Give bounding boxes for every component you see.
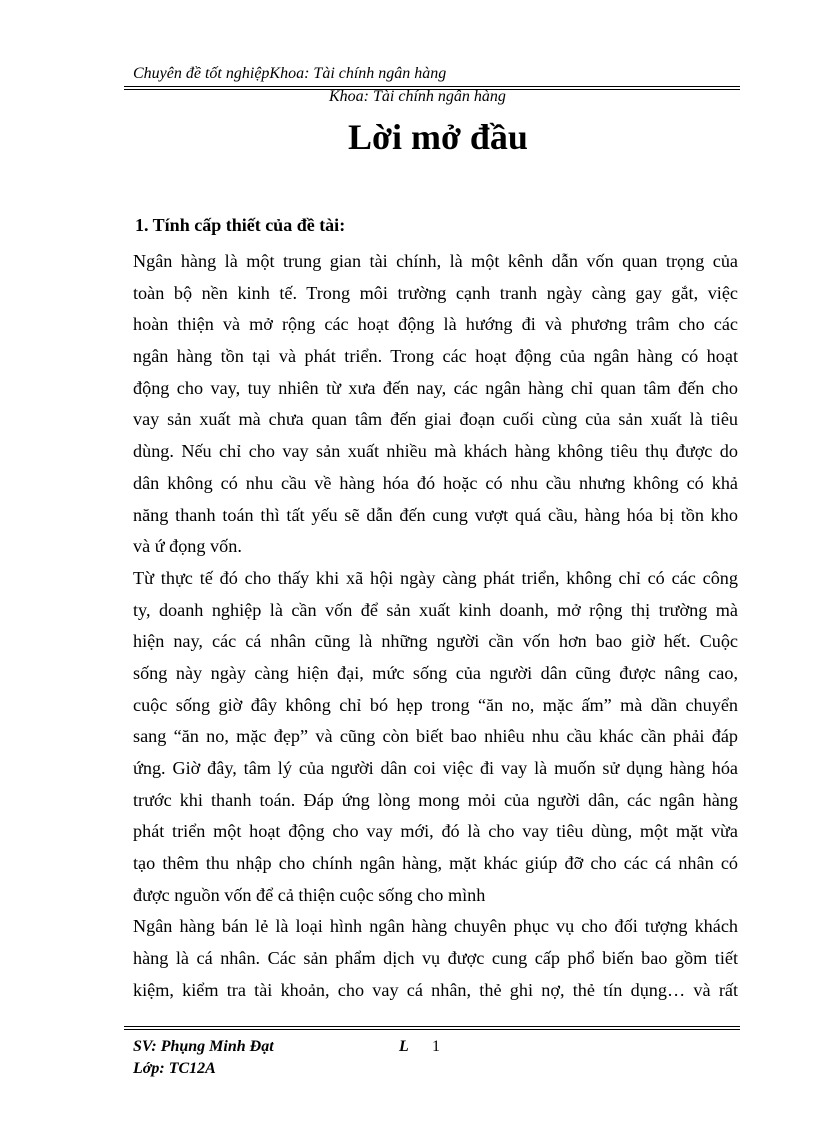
text-line: toàn bộ nền kinh tế. Trong môi trường cạnh tranh ngày càng gay gắt, việc [133,282,738,303]
footer-letter: L [399,1038,409,1055]
text-line: trước khi thanh toán. Đáp ứng lòng mong mỏi của người dân, các ngân hàng [133,789,738,810]
text-line: Từ thực tế đó cho thấy khi xã hội ngày càng phát triển, không chỉ có các công [133,567,738,588]
text-line: sang “ăn no, mặc đẹp” và cũng còn biết bao nhiêu nhu cầu khác cần phải đáp [133,726,738,747]
footer-divider [124,1026,740,1030]
text-line: ty, doanh nghiệp là cần vốn để sản xuất kinh doanh, mở rộng thị trường mà [133,599,738,620]
text-line: hoàn thiện và mở rộng các hoạt động là hướng đi và phương trâm cho các [133,314,738,335]
footer-student-info [133,1036,274,1080]
footer-student-name: SV: Phụng Minh Đạt [133,1038,274,1055]
header-department: Khoa: Tài chính ngân hàng [329,88,506,105]
text-line: kiệm, kiểm tra tài khoản, cho vay cá nhân, thẻ ghi nợ, thẻ tín dụng… và rất [133,979,738,1000]
text-line: Ngân hàng bán lẻ là loại hình ngân hàng chuyên phục vụ cho đối tượng khách [133,916,738,937]
text-line: và ứ đọng vốn. [133,536,242,557]
text-line: ứng. Giờ đây, tâm lý của người dân coi việc đi vay là muốn sử dụng hàng hóa [133,758,738,778]
text-line: tạo thêm thu nhập cho chính ngân hàng, mặt khác giúp đỡ cho các cá nhân có [133,853,738,874]
page-title: Lời mở đầu [348,117,528,157]
text-line: năng thanh toán thì tất yếu sẽ dẫn đến cung vượt quá cầu, hàng hóa bị tồn kho [133,504,738,525]
text-line: hàng là cá nhân. Các sản phẩm dịch vụ được cung cấp phổ biến bao gồm tiết [133,948,738,969]
text-line: dùng. Nếu chỉ cho vay sản xuất nhiều mà khách hàng không tiêu thụ được do [133,441,738,462]
body-text [133,246,738,1007]
text-line: cuộc sống giờ đây không chỉ bó hẹp trong “ăn no, mặc ấm” mà dần chuyển [133,694,738,715]
text-line: được nguồn vốn để cả thiện cuộc sống cho mình [133,884,486,905]
text-line: hiện nay, các cá nhân cũng là những người cần vốn hơn bao giờ hết. Cuộc [133,631,738,652]
section-heading: 1. Tính cấp thiết của đề tài: [135,215,346,235]
footer-class: Lớp: TC12A [133,1060,216,1077]
text-line: Ngân hàng là một trung gian tài chính, là một kênh dẫn vốn quan trọng của [133,251,738,271]
running-header: Chuyên đề tốt nghiệpKhoa: Tài chính ngân hàng [133,65,447,82]
page-number: 1 [432,1038,440,1055]
text-line: vay sản xuất mà chưa quan tâm đến giai đoạn cuối cùng của sản xuất là tiêu [133,409,738,430]
text-line: dân không có nhu cầu về hàng hóa đó hoặc có nhu cầu nhưng không có khả [133,472,738,493]
text-line: phát triển một hoạt động cho vay mới, đó là cho vay tiêu dùng, một mặt vừa [133,821,738,842]
text-line: động cho vay, tuy nhiên từ xưa đến nay, các ngân hàng chỉ quan tâm đến cho [133,377,738,398]
text-line: sống này ngày càng hiện đại, mức sống của người dân cũng được nâng cao, [133,662,738,683]
text-line: ngân hàng tồn tại và phát triển. Trong các hoạt động của ngân hàng có hoạt [133,346,738,367]
